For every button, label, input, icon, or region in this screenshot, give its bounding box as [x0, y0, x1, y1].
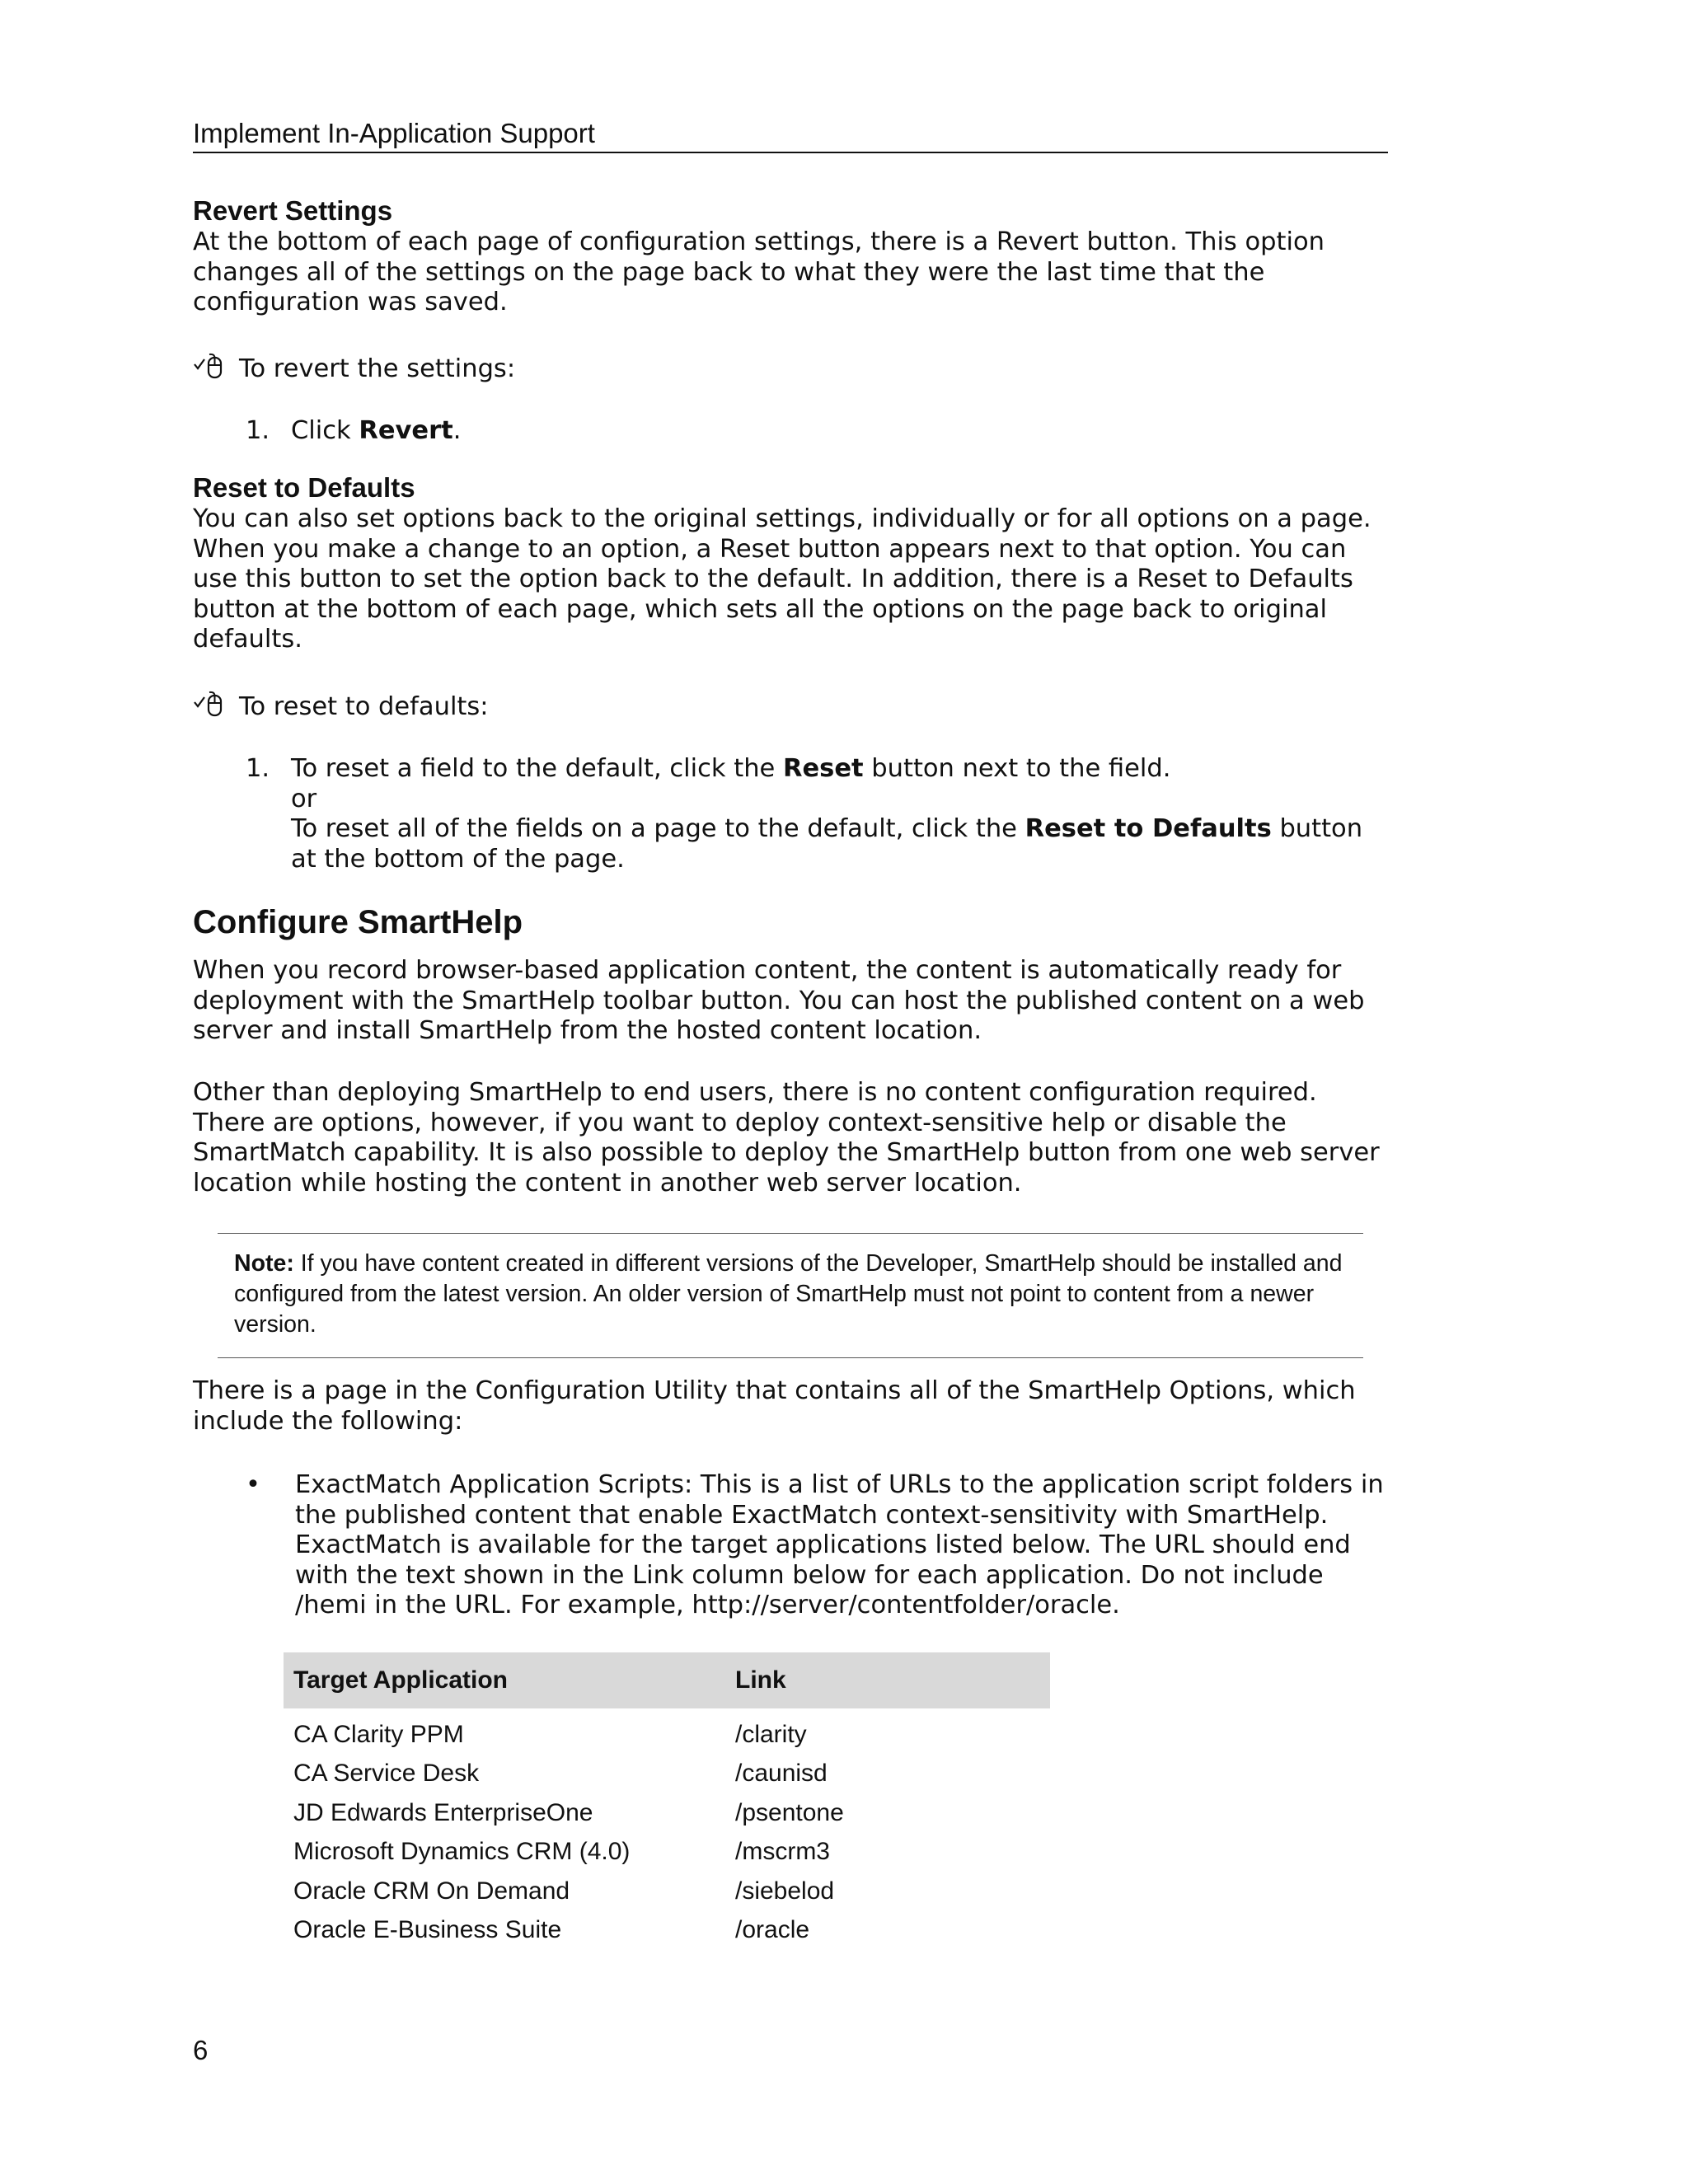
- reset-step-1: [246, 754, 1383, 874]
- page-number: 6: [193, 2035, 209, 2065]
- cell-link: /clarity: [735, 1720, 807, 1748]
- bullet-text: ExactMatch Application Scripts: This is a list of URLs to the application script folders in the published content that enable ExactMatch context-sensitivity with SmartHelp. ExactMatch is available for the target applications listed below. The URL should end with the text shown in the Link column below for each application. Do not include /hemi in the URL. For example, http://server/contentfolder/oracle.: [295, 1470, 1384, 1620]
- cell-application: Microsoft Dynamics CRM (4.0): [293, 1838, 631, 1866]
- table-row: [284, 1755, 1050, 1794]
- reset-procedure-label: To reset to defaults:: [239, 692, 489, 721]
- step-number: 1.: [246, 416, 270, 445]
- smarthelp-paragraph-1: When you record browser-based application content, the content is automatically ready for deployment with the SmartHelp toolbar button. You can host the published content on a web server and install SmartHelp from the hosted content location.: [193, 956, 1365, 1046]
- configure-smarthelp-heading: Configure SmartHelp: [193, 904, 523, 940]
- cell-application: CA Clarity PPM: [293, 1720, 464, 1748]
- target-application-table: [284, 1652, 1050, 1950]
- note-label: Note:: [234, 1250, 294, 1277]
- revert-procedure-label: To revert the settings:: [239, 354, 516, 383]
- reset-procedure: [193, 691, 489, 724]
- reset-to-defaults-button-ref: Reset to Defaults: [1025, 814, 1272, 844]
- reset-button-ref: Reset: [783, 754, 864, 783]
- revert-procedure: [193, 353, 515, 386]
- smarthelp-paragraph-3: There is a page in the Configuration Utility that contains all of the SmartHelp Options, which include the following:: [193, 1376, 1356, 1436]
- step-text-suffix: .: [452, 416, 462, 445]
- reset-step-line-2: To reset all of the fields on a page to the default, click the Reset to Defaults button at the bottom of the page.: [291, 814, 1363, 874]
- reset-step-or: or: [291, 784, 317, 813]
- note-box: [218, 1233, 1363, 1358]
- table-row: [284, 1708, 1050, 1755]
- bullet-exactmatch: [246, 1470, 1400, 1621]
- running-header: Implement In-Application Support: [193, 115, 1388, 153]
- cell-application: JD Edwards EnterpriseOne: [293, 1798, 593, 1826]
- column-header-target-application: Target Application: [284, 1652, 725, 1708]
- smarthelp-paragraph-2: Other than deploying SmartHelp to end users, there is no content configuration required. There are options, however, if you want to deploy context-sensitive help or disable the SmartMatch capability. It is also possible to deploy the SmartHelp button from one web server location while hosting the content in another web server location.: [193, 1078, 1380, 1197]
- revert-button-ref: Revert: [359, 416, 453, 445]
- column-header-link: Link: [725, 1652, 1050, 1708]
- table-row: [284, 1793, 1050, 1833]
- revert-settings-paragraph: At the bottom of each page of configuration settings, there is a Revert button. This option changes all of the settings on the page back to what they were the last time that the configuration was saved.: [193, 227, 1325, 317]
- cell-link: /siebelod: [735, 1877, 835, 1905]
- table-row: [284, 1872, 1050, 1911]
- cell-link: /caunisd: [735, 1760, 828, 1788]
- cell-application: Oracle CRM On Demand: [293, 1877, 570, 1905]
- revert-step-1: [246, 416, 1383, 447]
- mouse-procedure-icon: [193, 691, 229, 724]
- reset-step-line-1: To reset a field to the default, click the Reset button next to the field.: [291, 754, 1171, 783]
- table-header-row: [284, 1652, 1050, 1708]
- step-text: Click: [291, 416, 359, 445]
- reset-defaults-paragraph: You can also set options back to the original settings, individually or for all options on a page. When you make a change to an option, a Reset button appears next to that option. You can use this button to set the option back to the default. In addition, there is a Reset to Defaults button at the bottom of each page, which sets all the options on the page back to original defaults.: [193, 504, 1372, 654]
- reset-defaults-heading: Reset to Defaults: [193, 472, 415, 503]
- table-row: [284, 1911, 1050, 1951]
- cell-link: /mscrm3: [735, 1838, 830, 1866]
- cell-link: /psentone: [735, 1798, 844, 1826]
- step-number: 1.: [246, 754, 270, 783]
- cell-application: Oracle E-Business Suite: [293, 1916, 562, 1944]
- table-row: [284, 1833, 1050, 1872]
- cell-application: CA Service Desk: [293, 1760, 480, 1788]
- note-text: If you have content created in different versions of the Developer, SmartHelp should be installed and configured from the latest version. An older version of SmartHelp must not point to content from a newer version.: [234, 1250, 1343, 1338]
- mouse-procedure-icon: [193, 353, 229, 386]
- revert-settings-heading: Revert Settings: [193, 195, 393, 226]
- bullet-mark: •: [246, 1470, 260, 1499]
- cell-link: /oracle: [735, 1916, 810, 1944]
